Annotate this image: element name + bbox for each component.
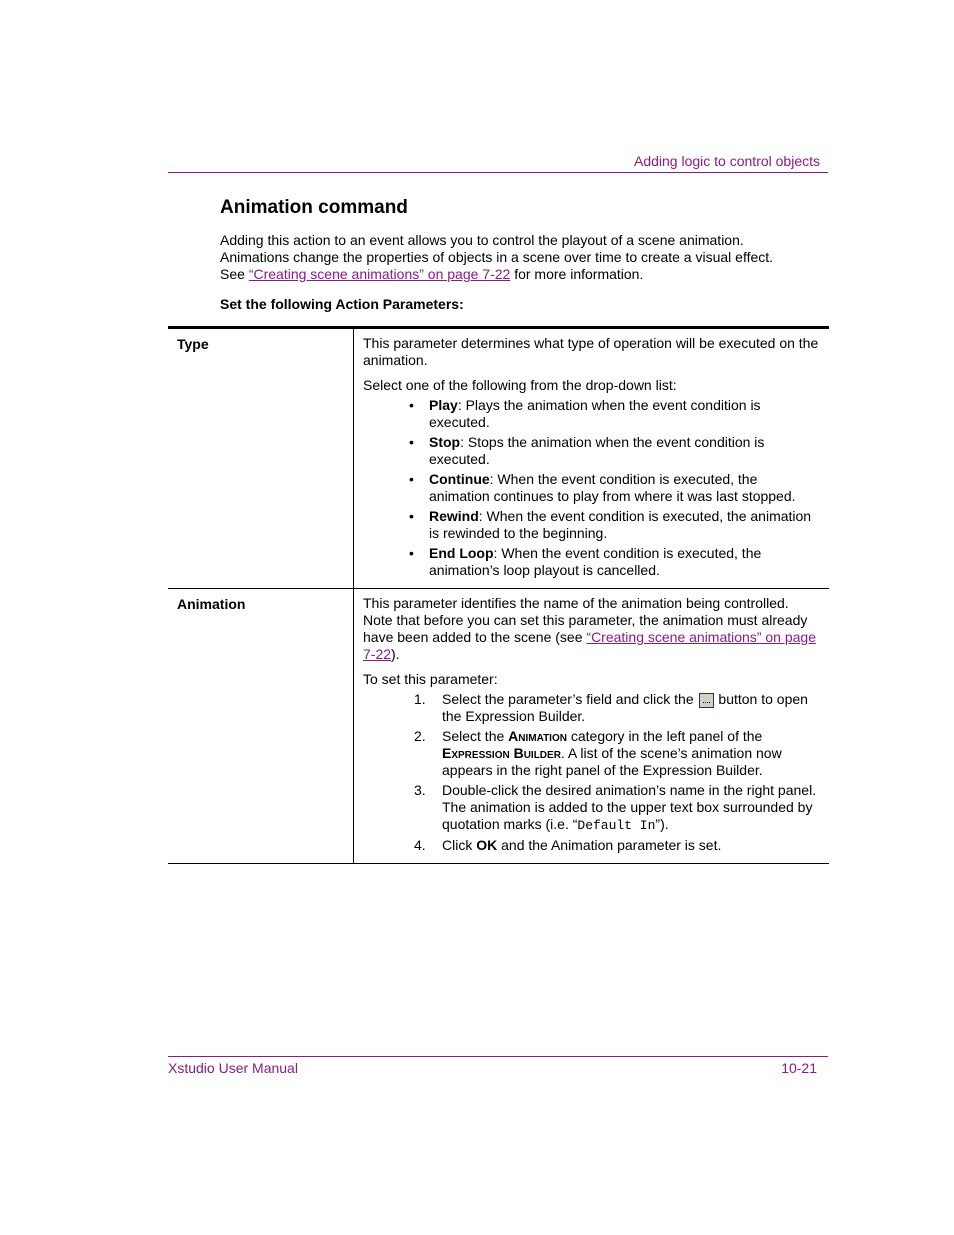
step-number: 1. — [414, 691, 426, 707]
bullet-icon: • — [409, 508, 414, 524]
code-text: Default In — [577, 818, 656, 833]
list-item — [409, 508, 821, 542]
footer-page-number: 10-21 — [781, 1060, 817, 1076]
intro-after-text: for more information. — [510, 266, 644, 282]
bullet-icon: • — [409, 545, 414, 561]
list-item — [409, 434, 821, 468]
intro-line-2: Animations change the properties of objects in a scene over time to create a visual effect. — [220, 249, 774, 265]
step-number: 2. — [414, 728, 426, 744]
params-heading: Set the following Action Parameters: — [220, 296, 464, 312]
animation-steps-list — [363, 691, 821, 854]
list-item — [409, 545, 821, 579]
intro-line-3 — [220, 266, 820, 283]
animation-desc-text: This parameter identifies the name of the animation being controlled. Note that before you can set this parameter, the animation must already have been added to the scene (see — [363, 595, 808, 645]
footer-rule — [168, 1056, 828, 1057]
param-desc-animation — [354, 589, 830, 864]
to-set-instruction: To set this parameter: — [363, 671, 498, 687]
param-desc-type — [354, 328, 830, 589]
bullet-icon: • — [409, 471, 414, 487]
list-item — [414, 691, 821, 725]
intro-cross-reference-link[interactable]: “Creating scene animations” on page 7-22 — [248, 266, 511, 282]
type-select-instruction: Select one of the following from the drop-down list: — [363, 377, 677, 393]
step-text: Click — [442, 837, 477, 853]
ui-term: Expression Builder — [442, 745, 561, 761]
intro-line-1: Adding this action to an event allows you to control the playout of a scene animation. — [220, 232, 744, 248]
bullet-icon: • — [409, 434, 414, 450]
header-rule — [168, 172, 828, 173]
list-item — [409, 471, 821, 505]
footer-manual-title: Xstudio User Manual — [168, 1060, 298, 1076]
option-label: Continue — [429, 471, 490, 487]
bullet-icon: • — [409, 397, 414, 413]
step-number: 4. — [414, 837, 426, 853]
table-row-type — [168, 328, 829, 589]
option-text: : Stops the animation when the event condition is executed. — [429, 434, 765, 467]
step-text: category in the left panel of the — [566, 728, 763, 744]
ellipsis-button-icon — [699, 693, 714, 708]
intro-see-text: See — [220, 266, 249, 282]
animation-description — [363, 595, 821, 663]
step-text: ”). — [655, 816, 669, 832]
list-item — [414, 728, 821, 779]
ui-term: Animation — [508, 728, 567, 744]
step-text: . A list of the scene’s animation now appears in the right panel of the Expression Builder. — [442, 745, 782, 778]
step-text: Select the — [442, 728, 509, 744]
list-item — [409, 397, 821, 431]
step-text: Double-click the desired animation’s name in the right panel. The animation is added to the upper text box surrounded by quotation marks (i.e. “ — [442, 782, 817, 832]
table-row-animation — [168, 589, 829, 864]
ui-term-bold: OK — [476, 837, 498, 853]
list-item — [414, 837, 821, 854]
option-label: End Loop — [429, 545, 494, 561]
option-label: Rewind — [429, 508, 479, 524]
section-title: Animation command — [220, 197, 408, 218]
running-header: Adding logic to control objects — [634, 153, 820, 169]
step-text: button to open the Expression Builder. — [442, 691, 808, 724]
param-name-type: Type — [168, 328, 354, 589]
option-text: : Plays the animation when the event condition is executed. — [429, 397, 761, 430]
step-text: and the Animation parameter is set. — [497, 837, 722, 853]
option-label: Play — [429, 397, 458, 413]
option-text: : When the event condition is executed, the animation continues to play from where it was last stopped. — [429, 471, 796, 504]
animation-cross-reference-link[interactable]: “Creating scene animations” on page 7-22 — [363, 629, 816, 662]
animation-desc-after: ). — [391, 646, 400, 662]
step-number: 3. — [414, 782, 426, 798]
type-options-list — [363, 397, 821, 579]
action-parameters-table — [168, 326, 829, 864]
param-name-animation: Animation — [168, 589, 354, 864]
option-text: : When the event condition is executed, the animation’s loop playout is cancelled. — [429, 545, 762, 578]
list-item — [414, 782, 821, 834]
intro-paragraph — [220, 232, 820, 283]
option-text: : When the event condition is executed, the animation is rewinded to the beginning. — [429, 508, 812, 541]
option-label: Stop — [429, 434, 461, 450]
step-text: Select the parameter’s field and click the — [442, 691, 698, 707]
type-description: This parameter determines what type of operation will be executed on the animation. — [363, 335, 819, 368]
